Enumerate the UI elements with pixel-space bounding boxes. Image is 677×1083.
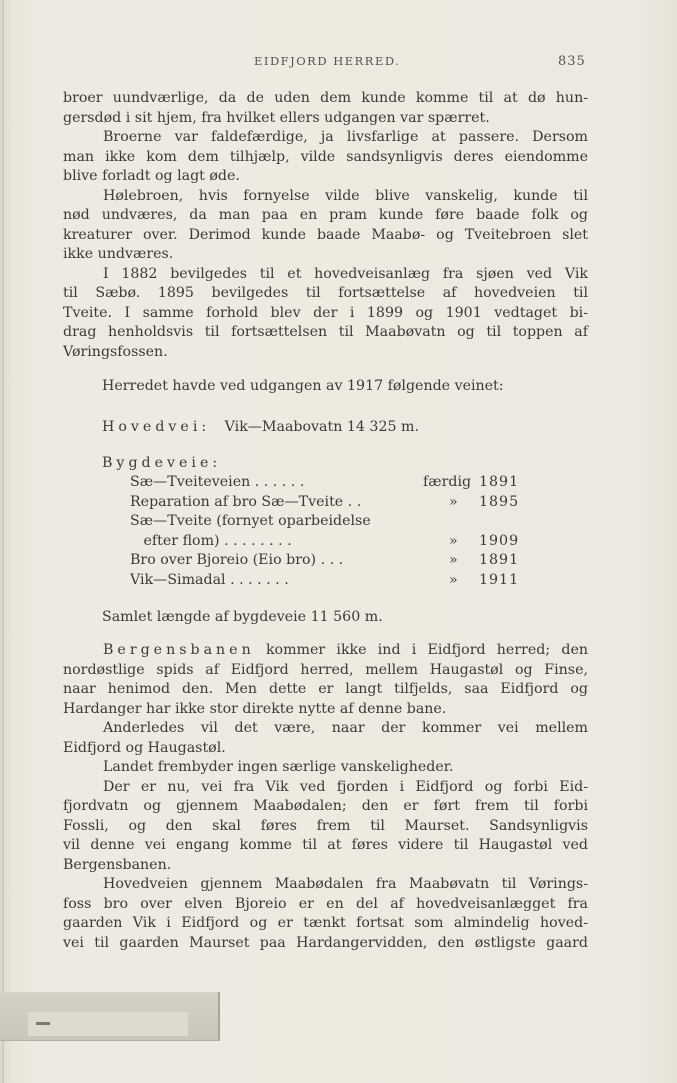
village-roads-table [130, 473, 530, 590]
text-line: blive forladt og lagt øde. [63, 168, 240, 184]
scan-clip-artifact [0, 992, 220, 1041]
page-header [0, 54, 677, 74]
text-line: Tveite. I samme forhold blev der i 1899 og 1901 vedtaget bi- [63, 304, 588, 321]
top-paragraphs [63, 89, 588, 362]
page-number: 835 [558, 54, 586, 69]
text-line: ikke undværes. [63, 246, 174, 262]
text-line: Hølebroen, hvis fornyelse vilde blive vanskelig, kunde til [103, 187, 588, 204]
road-row [130, 551, 530, 571]
road-row [130, 512, 530, 532]
road-year: 1891 [479, 552, 520, 568]
road-status: » [449, 571, 458, 588]
road-row [130, 493, 530, 513]
text-line: Anderledes vil det være, naar der kommer vei mellem [103, 720, 588, 736]
text-line: broer uundværlige, da de uden dem kunde komme til at dø hun- [63, 90, 588, 106]
text-line: drag henholdsvis til fortsættelsen til Maabøvatn og til toppen af [63, 324, 588, 340]
road-name: Vik—Simadal . . . . . . . [130, 571, 289, 588]
village-roads-label: Bygdeveie: [102, 455, 222, 471]
road-row [130, 473, 530, 493]
text-line: til Sæbø. 1895 bevilgedes til fortsættelse af hovedveien til [63, 285, 588, 301]
road-year: 1911 [479, 571, 520, 588]
text-line: Der er nu, vei fra Vik ved fjorden i Eidfjord og forbi Eid- [103, 778, 588, 795]
main-road-label: Hovedvei: [102, 419, 211, 435]
text-line: foss bro over elven Bjoreio er en del af hovedveisanlægget fra [63, 895, 588, 912]
text-line: Vøringsfossen. [63, 343, 168, 360]
road-row [130, 571, 530, 591]
road-network-intro: Herredet havde ved udgangen av 1917 følgende veinet: [102, 378, 504, 394]
bottom-paragraphs [63, 641, 588, 953]
text-line: fjordvatn og gjennem Maabødalen; den er ført frem til forbi [63, 798, 588, 814]
text-line: gaarden Vik i Eidfjord og er tænkt fortsat som almindelig hoved- [63, 915, 588, 931]
text-line: vei til gaarden Maurset paa Hardangervidden, den østligste gaard [63, 934, 588, 951]
text-line: kreaturer over. Derimod kunde baade Maabø- og Tveitebroen slet [63, 226, 588, 243]
text-line: Hovedveien gjennem Maabødalen fra Maabøvatn til Vørings- [103, 876, 588, 892]
road-name: efter flom) . . . . . . . . [130, 532, 292, 549]
main-road-route: Vik—Maabovatn 14 325 m. [224, 419, 419, 435]
scan-clip-inner [28, 1012, 188, 1036]
road-status: » [449, 493, 458, 510]
binding-edge [2, 0, 4, 1083]
text-line: Hardanger har ikke stor direkte nytte af denne bane. [63, 700, 447, 717]
text-line: nød undværes, da man paa en pram kunde føre baade folk og [63, 207, 588, 223]
text-line: Eidfjord og Haugastøl. [63, 739, 226, 756]
road-status: » [449, 552, 458, 568]
main-road-line [102, 418, 419, 438]
road-name: Reparation af bro Sæ—Tveite . . [130, 493, 362, 510]
running-head: EIDFJORD HERRED. [254, 54, 401, 68]
text-line: naar henimod den. Men dette er langt tilfjelds, saa Eidfjord og [63, 681, 588, 697]
text-line: nordøstlige spids af Eidfjord herred, mellem Haugastøl og Finse, [63, 661, 588, 678]
spaced-word: Bergensbanen [103, 642, 255, 658]
road-status: færdig [423, 474, 472, 490]
road-status: » [449, 532, 458, 549]
road-row [130, 532, 530, 552]
total-length-line: Samlet længde af bygdeveie 11 560 m. [102, 609, 383, 625]
road-year: 1895 [479, 493, 520, 510]
text-line: Landet frembyder ingen særlige vanskeligheder. [103, 759, 454, 775]
road-year: 1909 [479, 532, 520, 549]
text-line: Bergensbanen kommer ikke ind i Eidfjord herred; den [103, 642, 588, 658]
text-line: man ikke kom dem tilhjælp, vilde sandsynligvis deres eiendomme [63, 148, 588, 165]
road-name: Sæ—Tveiteveien . . . . . . [130, 474, 305, 490]
text-line: Bergensbanen. [63, 856, 172, 873]
scan-clip-mark [36, 1022, 50, 1025]
road-name: Sæ—Tveite (fornyet oparbeidelse [130, 513, 371, 529]
text-line: gersdød i sit hjem, fra hvilket ellers udgangen var spærret. [63, 109, 490, 126]
road-year: 1891 [479, 474, 520, 490]
road-name: Bro over Bjoreio (Eio bro) . . . [130, 552, 344, 568]
text-line: Broerne var faldefærdige, ja livsfarlige at passere. Dersom [103, 129, 588, 145]
text-line: vil denne vei engang komme til at føres videre til Haugastøl ved [63, 837, 588, 853]
text-line: I 1882 bevilgedes til et hovedveisanlæg fra sjøen ved Vik [103, 265, 588, 282]
text-line: Fossli, og den skal føres frem til Maurset. Sandsynligvis [63, 817, 588, 834]
